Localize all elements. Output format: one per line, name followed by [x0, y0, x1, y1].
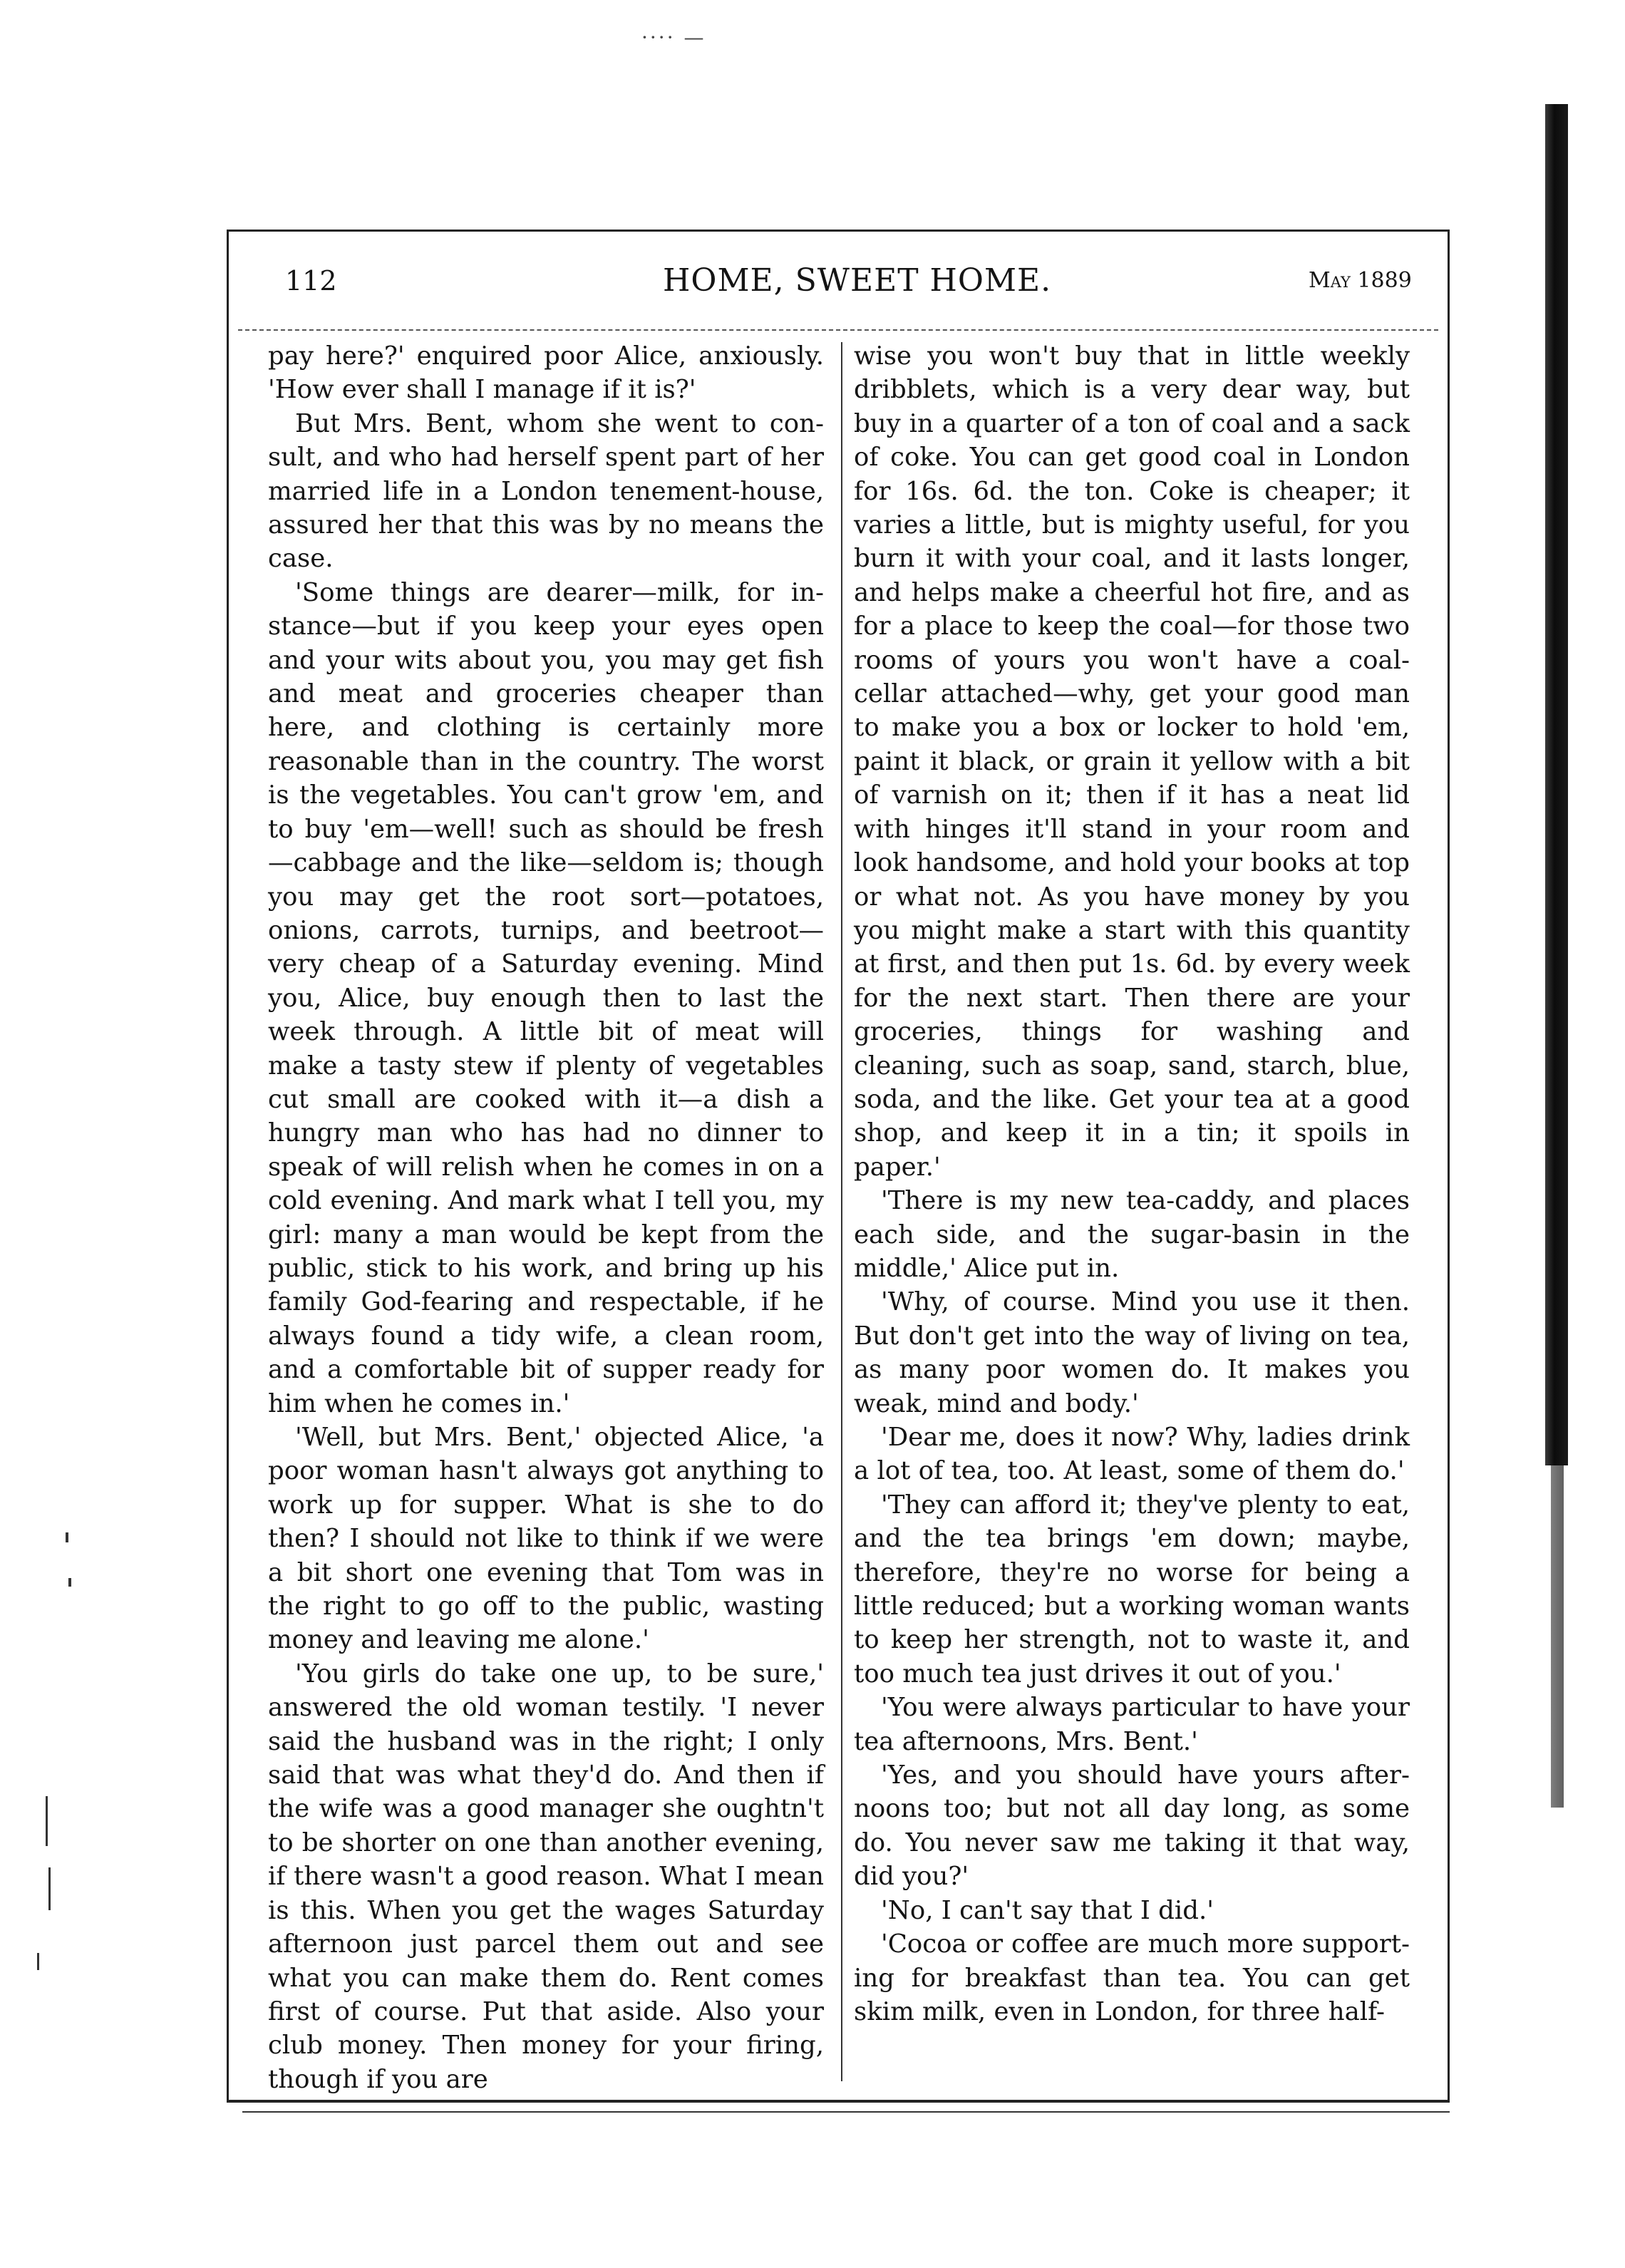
margin-speck [66, 1532, 68, 1542]
margin-speck [68, 1578, 71, 1587]
margin-speck [48, 1867, 51, 1910]
header-rule [238, 329, 1438, 331]
page-number: 112 [285, 265, 337, 297]
bottom-rule-secondary [242, 2111, 1450, 2113]
margin-speck [37, 1953, 39, 1970]
column-divider [841, 342, 842, 2081]
paragraph: 'There is my new tea-caddy, and places each side, and the sugar-basin in the middle,' Alice put in. [854, 1186, 1410, 1283]
paragraph: wise you won't buy that in little weekly dribblets, which is a very dear way, but buy in a quarter of a ton of coal and a sack of coke. You can get good coal in London for 16s. 6d. the ton. Coke is cheaper; it varies a little, but is mighty useful, for you burn it with your coal, and it lasts longer, and helps make a cheerful hot fire, and as for a place to keep the coal—for those two rooms of yours you won't have a coal-cellar attached—why, get your good man to make you a box or locker to hold 'em, paint it black, or grain it yellow with a bit of varnish on it; then if it has a neat lid with hinges it'll stand in your room and look handsome, and hold your books at top or what not. As you have money by you you might make a start with this quantity at first, and then put 1s. 6d. by every week for the next start. Then there are your groceries, things for washing and cleaning, such as soap, sand, starch, blue, soda, and the like. Get your tea at a good shop, and keep it in a tin; it spoils in paper.' [854, 341, 1410, 1182]
paragraph: 'They can afford it; they've plenty to eat, and the tea brings 'em down; maybe, therefore, they're no worse for being a little reduced; but a working woman wants to keep her strength, not to waste it, and too much tea just drives it out of you.' [854, 1490, 1410, 1689]
paragraph: 'You were always particular to have your tea afternoons, Mrs. Bent.' [854, 1693, 1410, 1756]
left-column [268, 339, 824, 2094]
paragraph: But Mrs. Bent, whom she went to consult, and who had herself spent part of her married life in a London tenement-house, assured her that this was by no means the case. [268, 408, 824, 574]
page-edge-shadow [1545, 104, 1568, 1465]
paragraph: 'You girls do take one up, to be sure,' answered the old woman testily. 'I never said the husband was in the right; I only said that was what they'd do. And then if the wife was a good manager she oughtn't to be shorter on one than another evening, if there wasn't a good reason. What I mean is this. When you get the wages Saturday afternoon just parcel them out and see what you can make them do. Rent comes first of course. Put that aside. Also your club money. Then money for your firing, though if you are [268, 1659, 824, 2094]
issue-date: May 1889 [1309, 268, 1412, 293]
right-column [854, 339, 1410, 2078]
paragraph: 'Why, of course. Mind you use it then. But don't get into the way of living on tea, as many poor women do. It makes you weak, mind and body.' [854, 1287, 1410, 1418]
paragraph: 'Well, but Mrs. Bent,' objected Alice, 'a poor woman hasn't always got anything to work up for supper. What is she to do then? I should not like to think if we were a bit short one evening that Tom was in the right to go off to the public, wasting money and leaving me alone.' [268, 1423, 824, 1655]
running-title: HOME, SWEET HOME. [663, 262, 1052, 299]
page-edge-shadow-lower [1551, 1465, 1564, 1808]
top-printer-mark: ···· — [641, 26, 706, 49]
margin-speck [46, 1796, 48, 1846]
paragraph: 'Some things are dearer—milk, for instance—but if you keep your eyes open and your wits about you, you may get fish and meat and groceries cheaper than here, and clothing is certainly more reasonable than in the country. The worst is the vegetables. You can't grow 'em, and to buy 'em—well! such as should be fresh—cabbage and the like—seldom is; though you may get the root sort—potatoes, onions, carrots, turnips, and beetroot—very cheap of a Saturday evening. Mind you, Alice, buy enough then to last the week through. A little bit of meat will make a tasty stew if plenty of vegetables cut small are cooked with it—a dish a hungry man who has had no dinner to speak of will relish when he comes in on a cold evening. And mark what I tell you, my girl: many a man would be kept from the public, stick to his work, and bring up his family God-fearing and respectable, if he always found a tidy wife, a clean room, and a comfortable bit of supper ready for him when he comes in.' [268, 577, 824, 1418]
bottom-rule [227, 2100, 1450, 2103]
paragraph: 'No, I can't say that I did.' [881, 1895, 1214, 1925]
paragraph: 'Cocoa or coffee are much more supporting for breakfast than tea. You can get skim milk, even in London, for three half- [854, 1929, 1410, 2026]
paragraph: 'Yes, and you should have yours afternoons too; but not all day long, as some do. You never saw me taking it that way, did you?' [854, 1761, 1410, 1892]
paragraph: 'Dear me, does it now? Why, ladies drink a lot of tea, too. At least, some of them do.' [854, 1423, 1410, 1486]
paragraph: pay here?' enquired poor Alice, anxiously. 'How ever shall I manage if it is?' [268, 341, 824, 405]
